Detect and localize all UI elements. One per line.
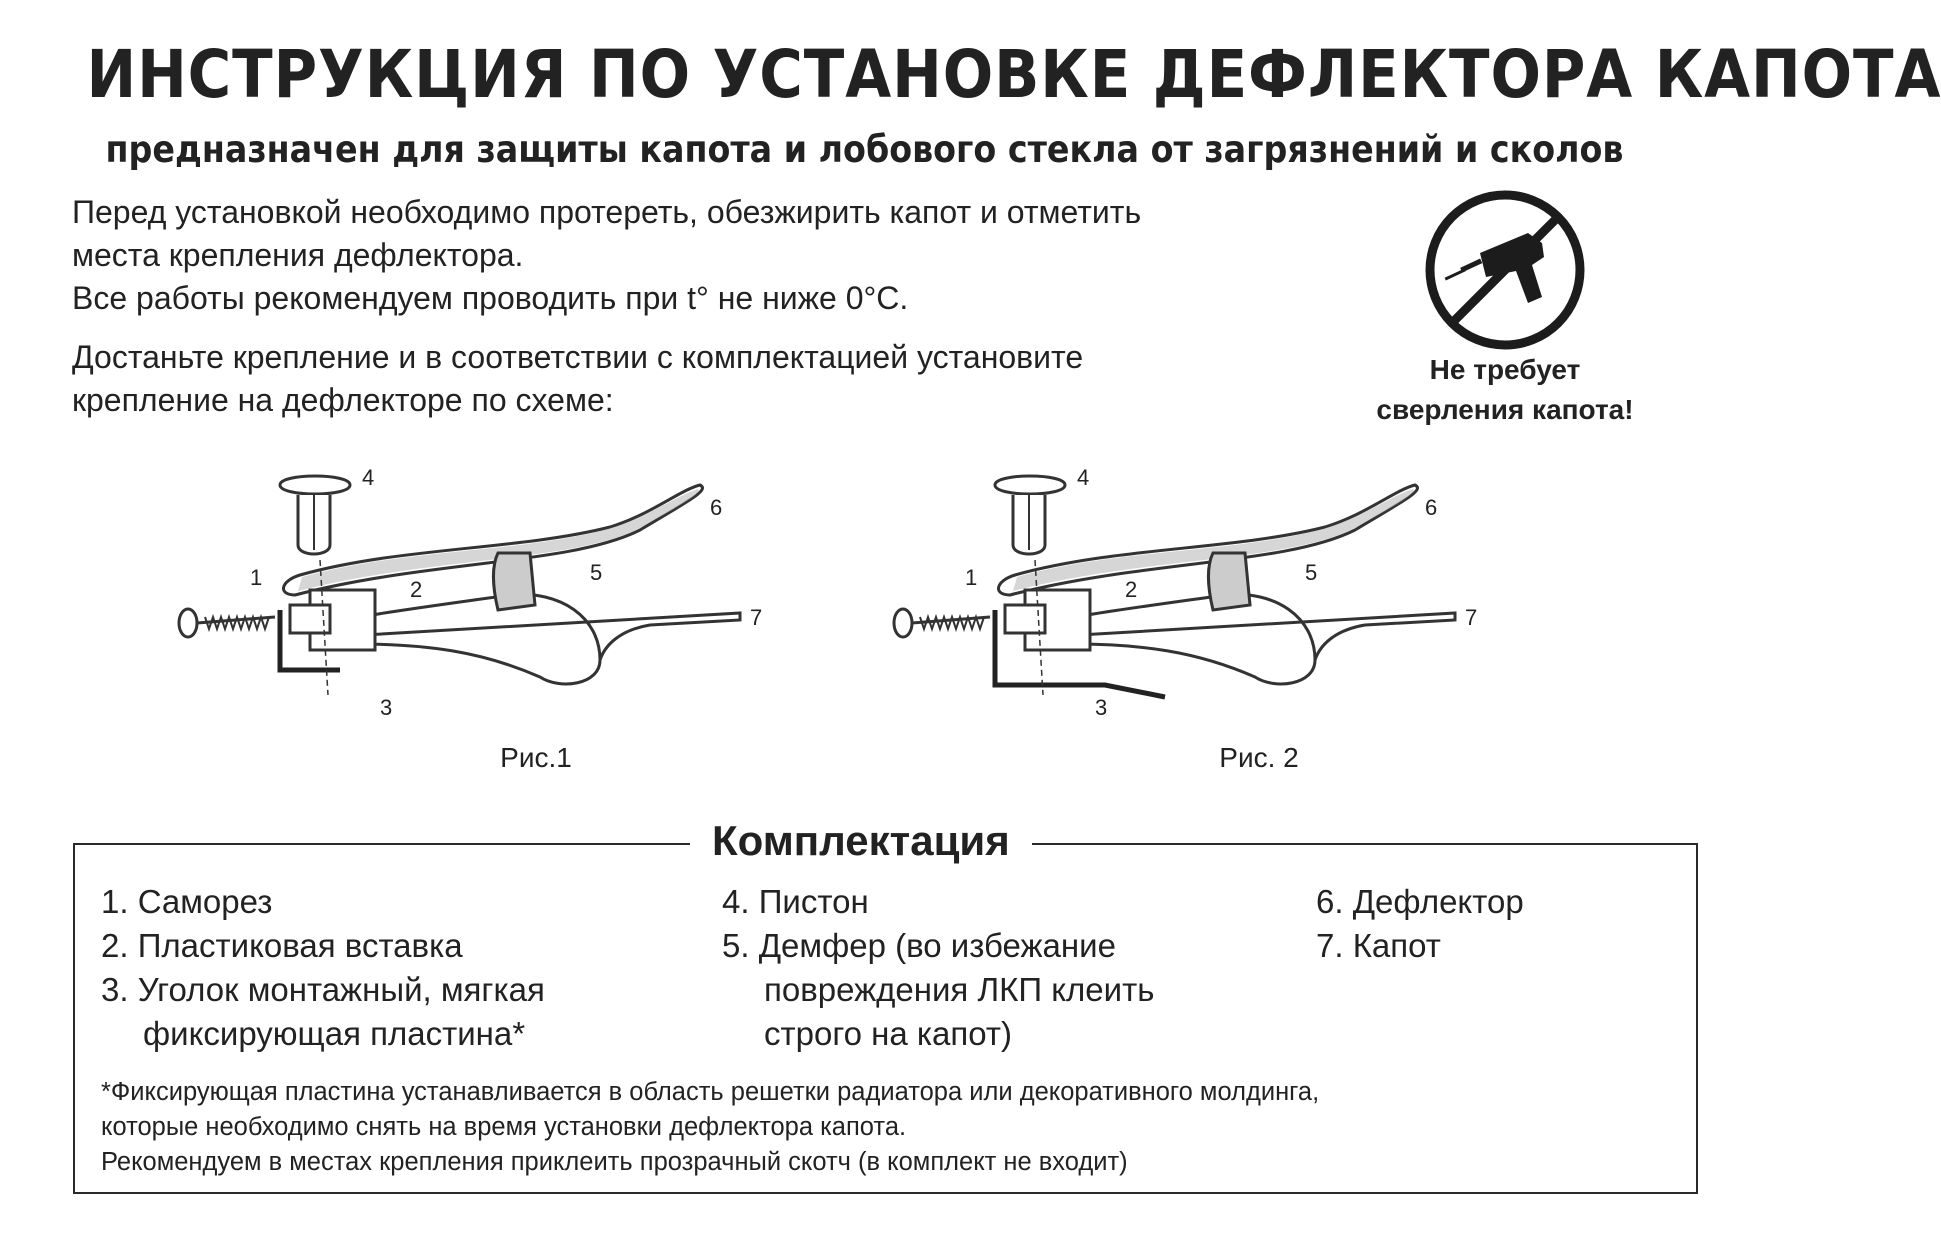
plastic-insert bbox=[290, 590, 375, 650]
intro-line: крепление на дефлекторе по схеме: bbox=[72, 382, 614, 418]
callout-6: 6 bbox=[1425, 495, 1438, 520]
kit-column-3 bbox=[1316, 880, 1676, 968]
kit-item: 7. Капот bbox=[1316, 927, 1441, 964]
callout-4: 4 bbox=[1077, 465, 1090, 490]
footnote-line: Рекомендуем в местах крепления приклеить прозрачный скотч (в комплект не входит) bbox=[101, 1148, 1128, 1176]
damper-part bbox=[494, 553, 536, 610]
installation-diagram-1 bbox=[180, 445, 880, 775]
hood-edge bbox=[330, 613, 740, 660]
kit-item-continuation: строго на капот) bbox=[764, 1015, 1013, 1052]
no-drill-icon bbox=[1420, 185, 1590, 355]
footnote-line: которые необходимо снять на время установки дефлектора капота. bbox=[101, 1113, 907, 1141]
kit-item-continuation: фиксирующая пластина* bbox=[143, 1015, 526, 1052]
intro-preparation bbox=[72, 191, 1372, 320]
damper-part bbox=[1209, 553, 1251, 610]
callout-3: 3 bbox=[1095, 695, 1108, 720]
intro-line: места крепления дефлектора. bbox=[72, 237, 524, 273]
kit-item: 1. Саморез bbox=[101, 883, 273, 920]
installation-diagram-2 bbox=[895, 445, 1595, 775]
intro-line: Все работы рекомендуем проводить при t° не ниже 0°С. bbox=[72, 280, 909, 316]
kit-item: 5. Демфер (во избежание bbox=[722, 927, 1116, 964]
kit-item: 6. Дефлектор bbox=[1316, 883, 1524, 920]
figure-caption-1: Рис.1 bbox=[500, 742, 572, 773]
plastic-insert bbox=[1005, 590, 1090, 650]
callout-2: 2 bbox=[410, 577, 423, 602]
kit-column-1 bbox=[101, 880, 701, 1056]
no-drill-line: Не требует bbox=[1429, 354, 1581, 385]
screw-part bbox=[179, 609, 275, 637]
callout-7: 7 bbox=[750, 605, 763, 630]
kit-item: 4. Пистон bbox=[722, 883, 869, 920]
callout-7: 7 bbox=[1465, 605, 1478, 630]
callout-5: 5 bbox=[590, 560, 603, 585]
hood-edge bbox=[1045, 613, 1455, 660]
intro-line: Достаньте крепление и в соответствии с комплектацией установите bbox=[72, 339, 1084, 375]
intro-mounting bbox=[72, 336, 1372, 422]
kit-item-continuation: повреждения ЛКП клеить bbox=[764, 971, 1155, 1008]
callout-1: 1 bbox=[965, 565, 978, 590]
kit-column-2 bbox=[722, 880, 1282, 1056]
callout-4: 4 bbox=[362, 465, 375, 490]
page-subtitle: предназначен для защиты капота и лобового стекла от загрязнений и сколов bbox=[105, 128, 1624, 171]
piston-part bbox=[280, 476, 350, 554]
kit-title: Комплектация bbox=[690, 815, 1032, 867]
figure-caption-2: Рис. 2 bbox=[1219, 742, 1299, 773]
callout-5: 5 bbox=[1305, 560, 1318, 585]
callout-2: 2 bbox=[1125, 577, 1138, 602]
no-drill-line: сверления капота! bbox=[1376, 394, 1634, 425]
kit-footnote bbox=[101, 1075, 1691, 1180]
kit-item: 3. Уголок монтажный, мягкая bbox=[101, 971, 545, 1008]
callout-1: 1 bbox=[250, 565, 263, 590]
footnote-line: *Фиксирующая пластина устанавливается в область решетки радиатора или декоративного молдинга, bbox=[101, 1078, 1320, 1106]
callout-6: 6 bbox=[710, 495, 723, 520]
page-title: ИНСТРУКЦИЯ ПО УСТАНОВКЕ ДЕФЛЕКТОРА КАПОТА bbox=[86, 36, 1941, 113]
intro-line: Перед установкой необходимо протереть, обезжирить капот и отметить bbox=[72, 194, 1142, 230]
kit-item: 2. Пластиковая вставка bbox=[101, 927, 463, 964]
screw-part bbox=[894, 609, 990, 637]
callout-3: 3 bbox=[380, 695, 393, 720]
piston-part bbox=[995, 476, 1065, 554]
no-drill-note bbox=[1330, 350, 1680, 430]
